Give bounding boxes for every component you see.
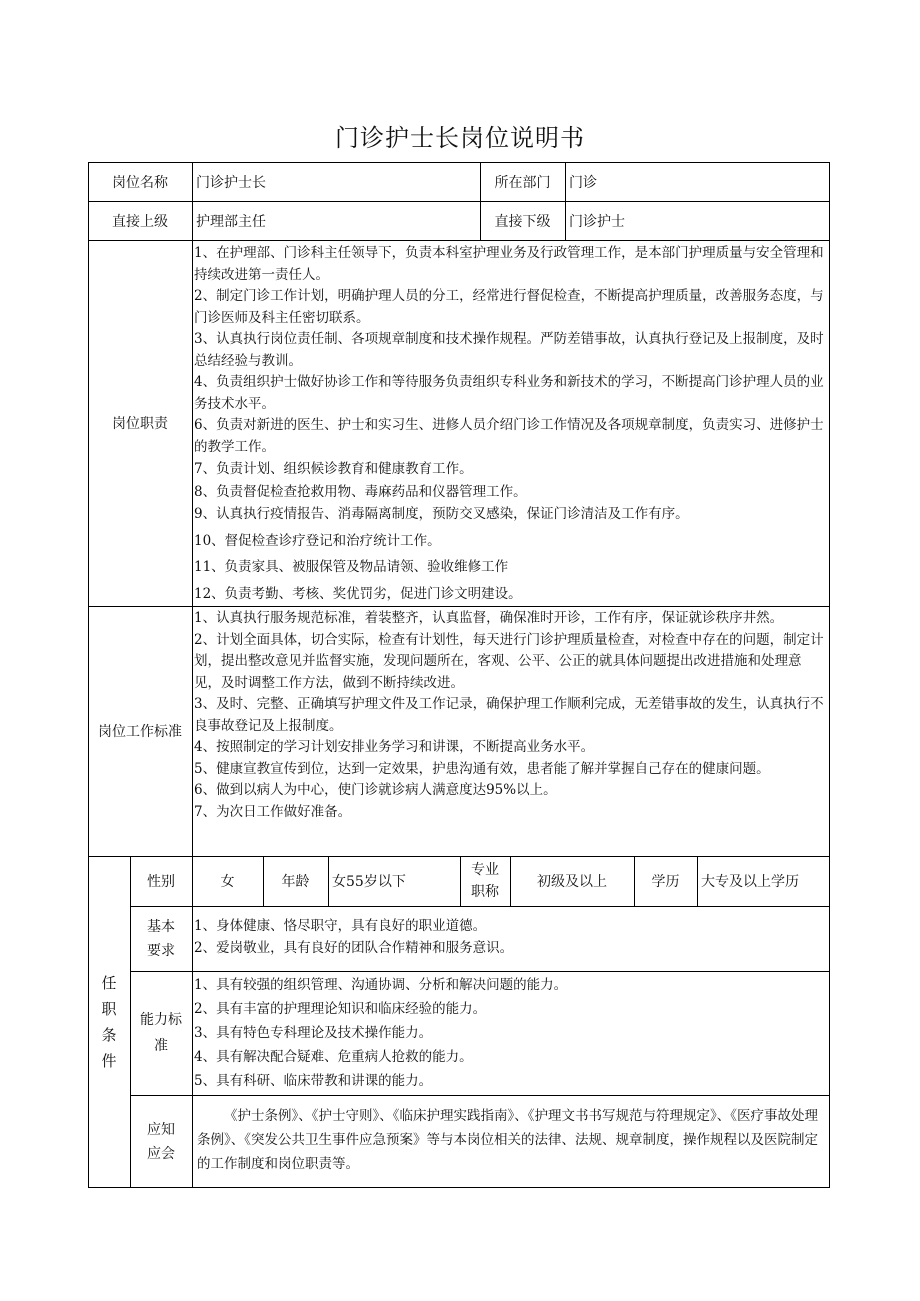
ability-item: 3、具有特色专科理论及技术操作能力。: [194, 1025, 433, 1041]
post-name-value: 门诊护士长: [196, 174, 266, 191]
row-divider: [130, 1095, 830, 1096]
ability-item: 4、具有解决配合疑难、危重病人抢救的能力。: [194, 1049, 473, 1065]
ability-list: [193, 973, 830, 1093]
duties-list: [193, 243, 830, 606]
row-divider: [130, 971, 830, 972]
standard-item: 6、做到以病人为中心，使门诊就诊病人满意度达95%以上。: [194, 782, 557, 798]
know-paragraph: 《护士条例》、《护士守则》、《临床护理实践指南》、《护理文书书写规范与符理规定》、《医疗事故处理条例》、《突发公共卫生事件应急预案》等与本岗位相关的法律、法规、规章制度，操作规程以及医院制定的工作制度和岗位职责等。: [197, 1108, 818, 1172]
duties-label: 岗位职责: [112, 416, 168, 432]
ability-label: 能力标准: [140, 1012, 182, 1054]
standard-item: 2、计划全面具体，切合实际，检查有计划性，每天进行门诊护理质量检查，对检查中存在的问题，制定计划，提出整改意见并监督实施，发现问题所在，客观、公平、公正的就具体问题提出改进措施和处理意见，及时调整工作方法，做到不断持续改进。: [194, 631, 824, 691]
subordinate-label: 直接下级: [494, 213, 551, 230]
duty-item: 11、负责家具、被服保管及物品请领、验收维修工作: [194, 559, 509, 575]
dept-value: 门诊: [569, 174, 597, 191]
superior-value: 护理部主任: [196, 213, 266, 230]
row-divider: [130, 906, 830, 907]
basic-req-label: 基本要求: [147, 918, 175, 959]
duty-item: 3、认真执行岗位责任制、各项规章制度和技术操作规程。严防差错事故，认真执行登记及上报制度，及时总结经验与教训。: [194, 331, 824, 369]
standard-item: 7、为次日工作做好准备。: [194, 803, 352, 820]
edu-label: 学历: [651, 874, 680, 890]
duty-item: 4、负责组织护士做好协诊工作和等待服务负责组织专科业务和新技术的学习，不断提高门诊护理人员的业务技术水平。: [194, 374, 824, 412]
duty-item: 10、督促检查诊疗登记和治疗统计工作。: [194, 532, 441, 549]
duty-item: 7、负责计划、组织候诊教育和健康教育工作。: [194, 461, 473, 477]
basic-req-item: 1、身体健康、恪尽职守，具有良好的职业道德。: [194, 918, 487, 934]
document-title: 门诊护士长岗位说明书: [335, 124, 585, 152]
row-divider: [88, 240, 830, 241]
ability-item: 5、具有科研、临床带教和讲课的能力。: [194, 1073, 433, 1089]
title-value: 初级及以上: [537, 874, 607, 890]
superior-label: 直接上级: [112, 213, 168, 230]
age-value: 女55岁以下: [332, 874, 406, 890]
basic-req-item: 2、爱岗敬业，具有良好的团队合作精神和服务意识。: [194, 939, 514, 956]
duty-item: 12、负责考勤、考核、奖优罚劣，促进门诊文明建设。: [194, 585, 522, 602]
gender-label: 性别: [147, 874, 175, 890]
standard-item: 5、健康宣教宣传到位，达到一定效果，护患沟通有效，患者能了解并掌握自己存在的健康问题。: [194, 760, 770, 777]
row-divider: [88, 606, 830, 607]
duty-item: 6、负责对新进的医生、护士和实习生、进修人员介绍门诊工作情况及各项规章制度，负责实习、进修护士的教学工作。: [194, 417, 824, 455]
ability-item: 2、具有丰富的护理理论知识和临床经验的能力。: [194, 1001, 487, 1017]
duty-item: 2、制定门诊工作计划，明确护理人员的分工，经常进行督促检查，不断提高护理质量，改善服务态度，与门诊医师及科主任密切联系。: [194, 288, 824, 326]
post-name-label: 岗位名称: [112, 174, 168, 191]
ability-item: 1、具有较强的组织管理、沟通协调、分析和解决问题的能力。: [194, 977, 568, 993]
gender-value: 女: [220, 874, 235, 890]
subordinate-value: 门诊护士: [569, 213, 625, 230]
standard-item: 4、按照制定的学习计划安排业务学习和讲课，不断提高业务水平。: [194, 739, 595, 755]
know-label: 应知应会: [147, 1121, 175, 1162]
qualification-label: [88, 856, 130, 1188]
qualification-label-text: 任职条件: [101, 974, 117, 1070]
standards-list: [193, 608, 830, 823]
title-label: 专业职称: [471, 862, 499, 900]
duty-item: 9、认真执行疫情报告、消毒隔离制度，预防交叉感染，保证门诊清洁及工作有序。: [194, 506, 689, 522]
standard-item: 1、认真执行服务规范标准，着装整齐，认真监督，确保准时开诊，工作有序，保证就诊秩序井然。: [194, 610, 784, 626]
edu-value: 大专及以上学历: [701, 874, 799, 890]
know-text: [193, 1104, 830, 1176]
standards-label: 岗位工作标准: [98, 724, 182, 740]
duty-item: 8、负责督促检查抢救用物、毒麻药品和仪器管理工作。: [194, 483, 527, 500]
basic-req-list: [193, 916, 830, 959]
standard-item: 3、及时、完整、正确填写护理文件及工作记录，确保护理工作顺利完成，无差错事故的发生，认真执行不良事故登记及上报制度。: [194, 696, 824, 734]
dept-label: 所在部门: [494, 174, 551, 191]
age-label: 年龄: [281, 874, 310, 890]
duty-item: 1、在护理部、门诊科主任领导下，负责本科室护理业务及行政管理工作，是本部门护理质量与安全管理和持续改进第一责任人。: [194, 245, 824, 283]
